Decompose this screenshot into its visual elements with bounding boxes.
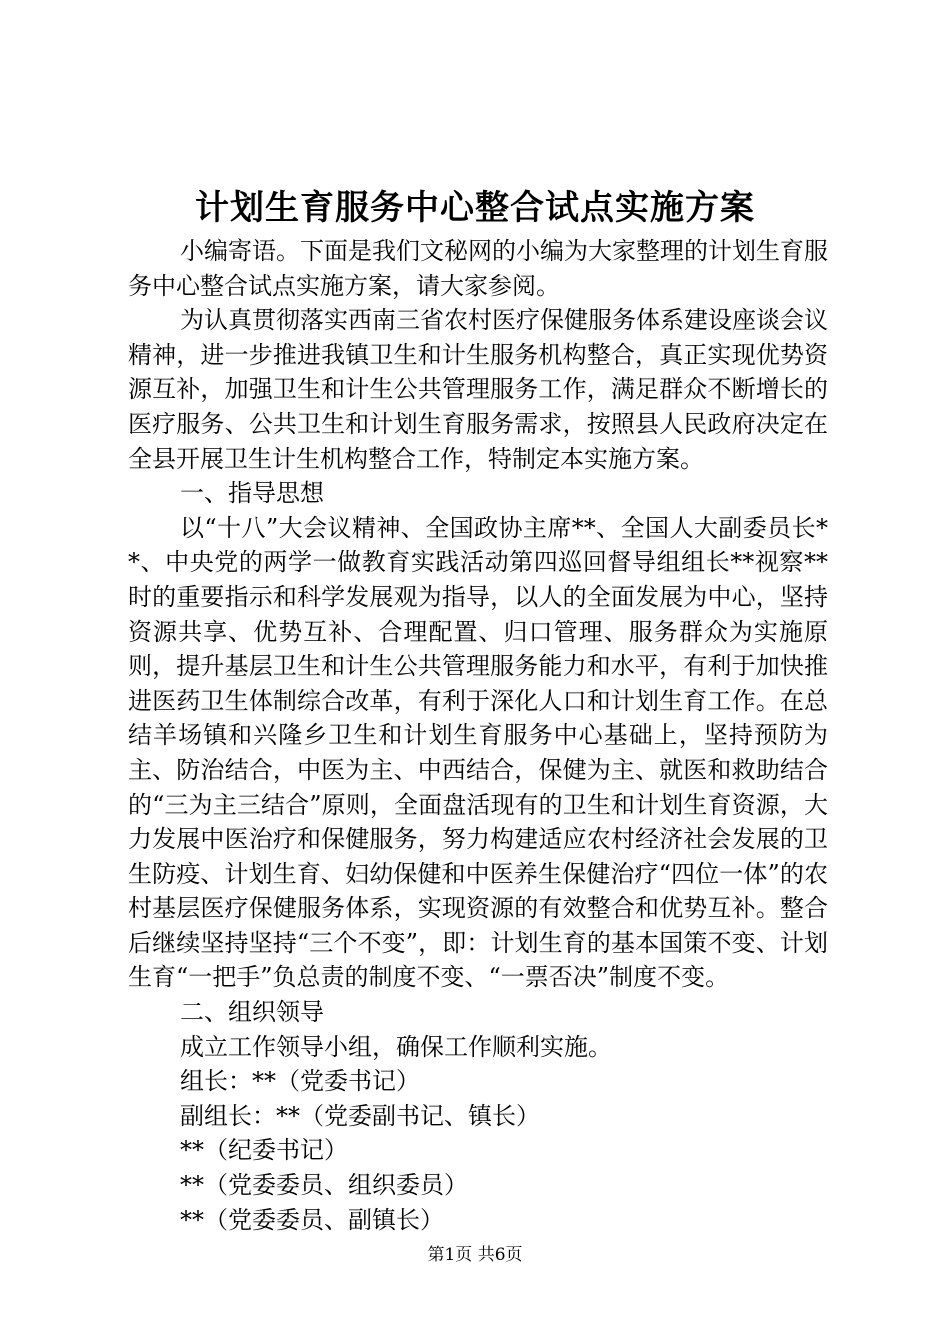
paragraph-purpose: 为认真贯彻落实西南三省农村医疗保健服务体系建设座谈会议精神，进一步推进我镇卫生和计生服务机构整合，真正实现优势资源互补，加强卫生和计生公共管理服务工作，满足群众不断增长的医疗服务、公共卫生和计划生育服务需求，按照县人民政府决定在全县开展卫生计生机构整合工作，特制定本实施方案。 <box>128 306 828 473</box>
member-line: **（党委委员、组织委员） <box>180 1171 468 1200</box>
member-line: **（纪委书记） <box>180 1136 348 1165</box>
paragraph-guiding-ideology: 以“十八”大会议精神、全国政协主席**、全国人大副委员长**、中央党的两学一做教育实践活动第四巡回督导组组长**视察**时的重要指示和科学发展观为指导，以人的全面发展为中心，坚持资源共享、优势互补、合理配置、归口管理、服务群众为实施原则，提升基层卫生和计生公共管理服务能力和水平，有利于加快推进医药卫生体制综合改革，有利于深化人口和计划生育工作。在总结羊场镇和兴隆乡卫生和计划生育服务中心基础上，坚持预防为主、防治结合，中医为主、中西结合，保健为主、就医和救助结合的“三为主三结合”原则，全面盘活现有的卫生和计划生育资源，大力发展中医治疗和保健服务，努力构建适应农村经济社会发展的卫生防疫、计划生育、妇幼保健和中医养生保健治疗“四位一体”的农村基层医疗保健服务体系，实现资源的有效整合和优势互补。整合后继续坚持坚持“三个不变”，即：计划生育的基本国策不变、计划生育“一把手”负总责的制度不变、“一票否决”制度不变。 <box>128 513 828 992</box>
document-body <box>128 234 828 1237</box>
section-heading-leadership: 二、组织领导 <box>180 998 324 1027</box>
paragraph-leadership-intro: 成立工作领导小组，确保工作顺利实施。 <box>180 1032 612 1061</box>
page-number-footer: 第1页 共6页 <box>427 1245 523 1265</box>
member-line: **（党委委员、副镇长） <box>180 1205 444 1234</box>
deputy-leader-line: 副组长：**（党委副书记、镇长） <box>180 1101 540 1130</box>
document-title: 计划生育服务中心整合试点实施方案 <box>195 188 755 228</box>
leader-line: 组长：**（党委书记） <box>180 1067 420 1096</box>
section-heading-guiding-ideology: 一、指导思想 <box>180 479 324 508</box>
paragraph-intro: 小编寄语。下面是我们文秘网的小编为大家整理的计划生育服务中心整合试点实施方案，请大家参阅。 <box>128 237 828 300</box>
